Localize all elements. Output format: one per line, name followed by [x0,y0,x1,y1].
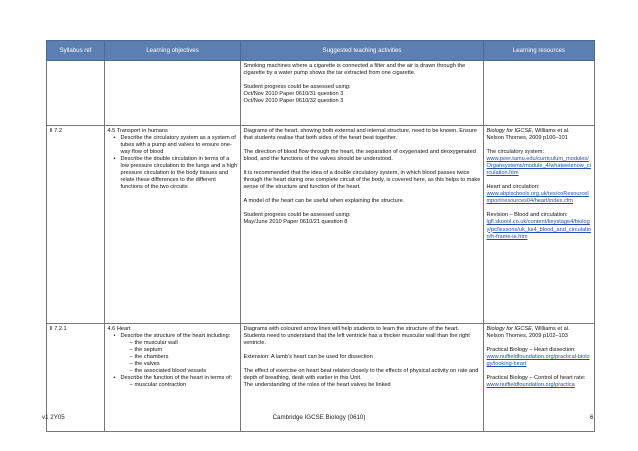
resource-link[interactable]: www.nuffieldfoundation.org/practical-biology/looking-heart [486,353,590,367]
activities-cell [241,126,484,324]
activity-text: Smoking machines where a cigarette is connected a filter and the air is drawn through the cigarette by a water pump shows the tar extracted from one cigarette. [243,62,466,76]
resource-entry [487,184,592,205]
resource-label: Practical Biology – Heart dissection: [486,346,576,353]
resource-label: Revision – Blood and circulation: [486,212,568,219]
sub-list [121,382,238,389]
activity-text: It is recommended that the idea of a double circulatory system, in which blood passes twice through the heart during one complete circuit of the body, is covered here, as this helps to make sense of the structure and function of the heart. [243,169,481,191]
activity-text: Diagrams of the heart, showing both external and internal structure, need to be known. Ensure that students realise that both sides of the heart beat together. [243,127,478,141]
resource-entry [487,149,592,177]
activity-text: The direction of blood flow through the heart, the separation of oxygenated and deoxygenated blood, and the functions of the valves should be understood. [243,148,476,162]
sub-list-item: – the muscular wall [130,340,238,347]
resource-entry [487,347,592,368]
resource-link[interactable]: www.abpischools.org.uk/res/coResourceImport/resources04/heart/index.cfm [486,191,589,205]
sub-list-item: – the chambers [130,354,238,361]
activity-text: The effect of exercise on heart beat relates closely to the effects of physical activity on rate and depth of breathing, dealt with earlier in this Unit. The understanding of the roles of the heart valves be linked [243,367,479,389]
resource-link[interactable]: lgfl.skoool.co.uk/content/keystage4/biology/pc/lessons/uk_ks4_blood_and_circulation/h-frame-ie.htm [486,219,591,240]
book-details: , Williams et al. Nelson Thornes, 2009 p102–103 [486,325,570,339]
footer-version: v1 2Y05 [42,414,65,421]
list-item-text: Describe the structure of the heart including: [120,332,231,339]
header-syllabus-ref: Syllabus ref [47,41,105,61]
activity-text: Student progress could be assessed using: Oct/Nov 2010 Paper 0610/31 question 3 Oct/Nov 2010 Paper 0610/32 question 3 [243,83,351,104]
footer-title: Cambridge IGCSE Biology (0610) [272,414,366,421]
page-number: 6 [590,414,594,421]
resource-label: Practical Biology – Control of heart rate: [486,374,586,381]
activity-text: Student progress could be assessed using: May/June 2010 Paper 0610/21 question 8 [243,212,351,226]
book-title: Biology for IGCSE [486,127,532,134]
sub-list [121,340,238,375]
book-reference [487,326,592,340]
header-learning-objectives: Learning objectives [105,41,241,61]
table-header-row [47,41,595,61]
sub-list-item: – muscular contraction [130,382,238,389]
resource-link[interactable]: www.peer.tamu.edu/curriculum_modules/Organsystems/module_4/whatwelenow_circulation.htm [486,155,591,176]
list-item [115,333,238,376]
table-row [47,126,595,324]
resources-cell [484,61,595,126]
list-item: • Describe the circulatory system as a system of tubes with a pump and valves to ensure one-way flow of blood [115,135,238,156]
objective-title: 4.5 Transport in humans [107,127,168,134]
objective-list [108,333,238,390]
syllabus-ref-cell: II 7.2.1 [47,324,105,432]
sub-list-item: – the valves [130,361,238,368]
book-reference [487,128,592,142]
book-details: , Williams et al. Nelson Thornes, 2009 p100–101 [486,127,570,141]
activity-text: Diagrams with coloured arrow lines will help students to learn the structure of the heart. Students need to understand that the left ventricle has a thicker muscular wall than the right ventricle. [243,325,470,346]
resource-entry [487,212,592,240]
activity-text: Extension: A lamb’s heart can be used for dissection [243,353,373,360]
resource-label: Heart and circulation: [486,184,540,191]
scheme-of-work-table [46,40,595,432]
table-row [47,61,595,126]
sub-list-item: – the associated blood vessels [130,368,238,375]
book-title: Biology for IGCSE [486,325,532,332]
header-activities: Suggested teaching activities [241,41,484,61]
header-resources: Learning resources [484,41,595,61]
resource-link[interactable]: www.nuffieldfoundation.org/practica [486,382,575,389]
objectives-cell [105,126,241,324]
resources-cell [484,126,595,324]
syllabus-ref-cell [47,61,105,126]
objective-title: 4.6 Heart [107,325,131,332]
resource-label: The circulatory system: [486,148,545,155]
syllabus-ref-cell: II 7.2 [47,126,105,324]
sub-list-item: – the septum [130,347,238,354]
activity-text: A model of the heart can be useful when explaining the structure. [243,198,405,205]
activities-cell [241,61,484,126]
resource-entry [487,375,592,389]
list-item [115,375,238,389]
objectives-cell [105,61,241,126]
objective-list [108,135,238,192]
list-item-text: Describe the function of the heart in terms of: [120,375,233,382]
list-item: • Describe the double circulation in terms of a low pressure circulation to the lungs and a high pressure circulation to the body tissues and relate these differences to the different functions of the two circuits [115,156,238,191]
